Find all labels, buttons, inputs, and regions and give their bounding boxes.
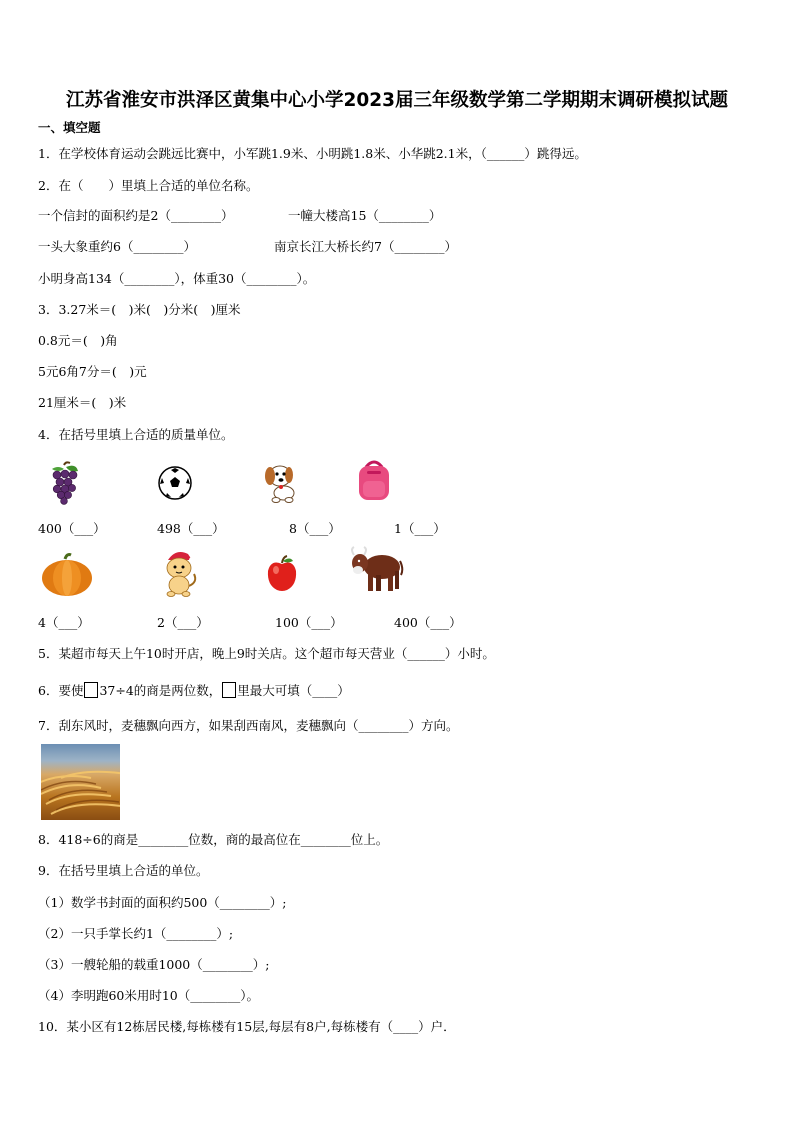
page-title: 江苏省淮安市洪泽区黄集中心小学2023届三年级数学第二学期期末调研模拟试题 — [66, 90, 728, 111]
q6-text-pre: 6．要使 — [38, 683, 84, 698]
q4-row1-item-2: 498（___） — [157, 521, 225, 536]
q4-row2-item-2: 2（___） — [157, 615, 209, 630]
question-9-item-3: （3）一艘轮船的载重1000（________）; — [38, 957, 270, 972]
question-3-item-b: 5元6角7分＝( )元 — [38, 364, 147, 379]
question-2-item-b: 一幢大楼高15（________） — [288, 208, 442, 223]
question-2-item-c: 一头大象重约6（________） — [38, 239, 196, 254]
q6-text-mid: 37÷4的商是两位数， — [99, 683, 222, 698]
backpack-icon — [354, 457, 394, 503]
question-2-item-d: 南京长江大桥长约7（________） — [274, 239, 457, 254]
question-4: 4．在括号里填上合适的质量单位。 — [38, 427, 234, 442]
question-3: 3．3.27米＝( )米( )分米( )厘米 — [38, 302, 241, 317]
q4-row1-item-4: 1（___） — [394, 521, 446, 536]
puppy-icon — [262, 460, 300, 504]
question-8: 8．418÷6的商是________位数，商的最高位在________位上。 — [38, 832, 389, 847]
pumpkin-icon — [40, 551, 94, 597]
apple-icon — [265, 555, 299, 593]
question-3-item-c: 21厘米＝( )米 — [38, 395, 127, 410]
question-1: 1．在学校体育运动会跳远比赛中，小军跳1.9米、小明跳1.8米、小华跳2.1米，（______）跳得远。 — [38, 146, 587, 161]
wheat-photo — [41, 744, 120, 820]
grapes-icon — [48, 461, 82, 505]
question-3-item-a: 0.8元＝( )角 — [38, 333, 118, 348]
question-10: 10．某小区有12栋居民楼,每栋楼有15层,每层有8户,每栋楼有（____）户． — [38, 1019, 456, 1034]
question-6 — [38, 682, 350, 699]
q4-row1-item-3: 8（___） — [289, 521, 341, 536]
question-9-item-1: （1）数学书封面的面积约500（________）; — [38, 895, 287, 910]
question-2-item-e: 小明身高134（________），体重30（________）。 — [38, 271, 316, 286]
question-2: 2．在（ ）里填上合适的单位名称。 — [38, 178, 259, 193]
question-9-item-2: （2）一只手掌长约1（________）; — [38, 926, 234, 941]
kitten-icon — [160, 548, 200, 598]
football-icon — [157, 465, 193, 501]
q4-row2-item-1: 4（___） — [38, 615, 90, 630]
question-7: 7．刮东风时，麦穗飘向西方，如果刮西南风，麦穗飘向（________）方向。 — [38, 718, 459, 733]
section-heading: 一、填空题 — [38, 120, 101, 135]
blank-box — [222, 682, 236, 698]
blank-box — [84, 682, 98, 698]
question-2-item-a: 一个信封的面积约是2（________） — [38, 208, 234, 223]
cow-icon — [350, 545, 404, 595]
question-5: 5．某超市每天上午10时开店，晚上9时关店。这个超市每天营业（______）小时。 — [38, 646, 495, 661]
q4-row2-item-3: 100（___） — [275, 615, 343, 630]
question-9: 9．在括号里填上合适的单位。 — [38, 863, 209, 878]
q4-row2-item-4: 400（___） — [394, 615, 462, 630]
q4-row1-item-1: 400（___） — [38, 521, 106, 536]
question-9-item-4: （4）李明跑60米用时10（________）。 — [38, 988, 260, 1003]
q6-text-post: 里最大可填（____） — [237, 683, 350, 698]
